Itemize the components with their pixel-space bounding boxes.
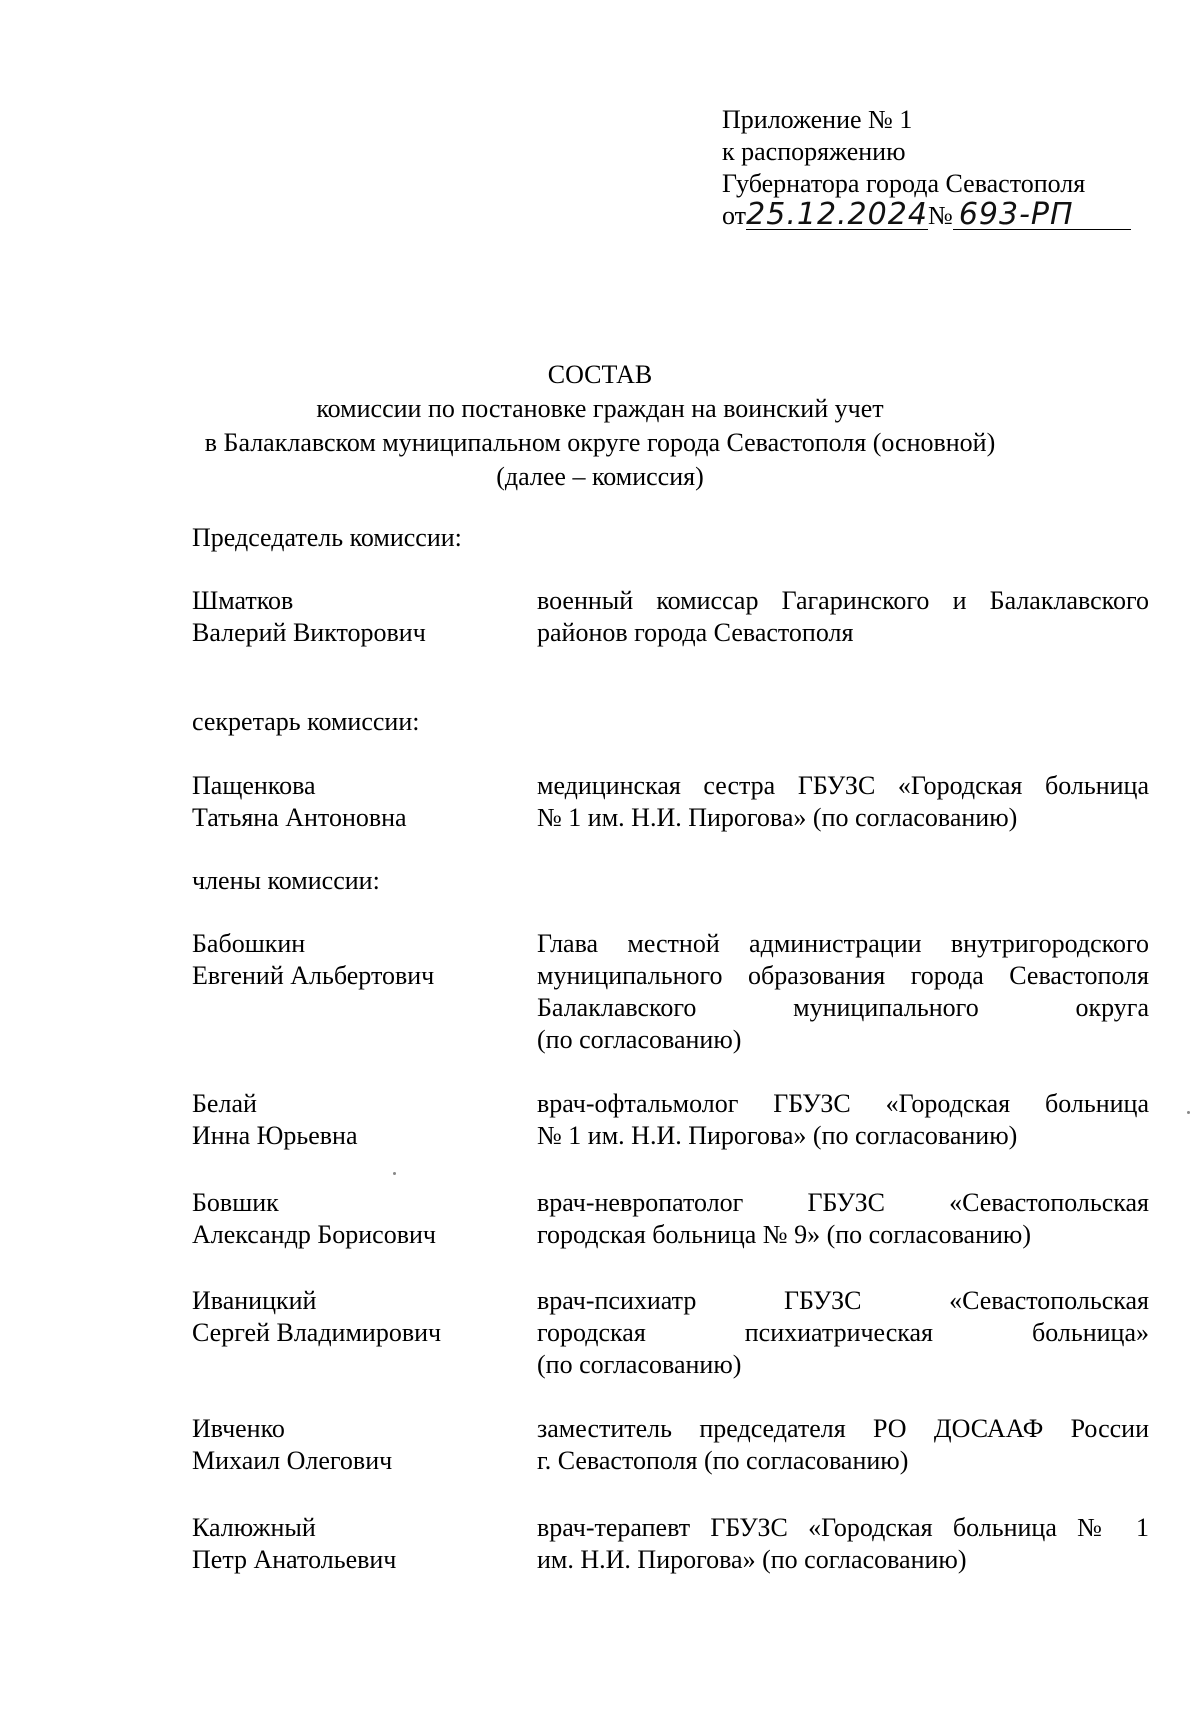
member-entry xyxy=(192,1512,1152,1576)
document-title xyxy=(0,358,1200,494)
appendix-line-1: Приложение № 1 xyxy=(722,105,913,134)
role-word: больница» xyxy=(1031,1318,1149,1347)
role-word: ГБУЗС xyxy=(783,1286,862,1315)
member-name xyxy=(192,1285,537,1381)
role-word: муниципального xyxy=(793,993,979,1022)
title-line-1: комиссии по постановке граждан на воинский учет xyxy=(316,394,884,423)
role-line: врач-офтальмолог ГБУЗС «Городская больница xyxy=(537,1089,1149,1118)
member-name xyxy=(192,585,537,649)
role-line: Глава местной администрации внутригородского xyxy=(537,929,1149,958)
member-surname: Калюжный xyxy=(192,1513,316,1542)
member-surname: Пащенкова xyxy=(192,771,316,800)
chairman-label: Председатель комиссии: xyxy=(192,523,462,552)
members-label: члены комиссии: xyxy=(192,866,380,895)
role-word: округа xyxy=(1075,993,1149,1022)
title-line-3: (далее – комиссия) xyxy=(496,462,704,491)
title-line-2: в Балаклавском муниципальном округе города Севастополя (основной) xyxy=(204,428,996,457)
role-line: им. Н.И. Пирогова» (по согласованию) xyxy=(537,1545,967,1574)
member-entry xyxy=(192,1413,1152,1477)
member-entry xyxy=(192,1088,1152,1152)
role-line: (по согласованию) xyxy=(537,1025,742,1054)
member-surname: Ивченко xyxy=(192,1414,285,1443)
role-word: психиатрическая xyxy=(744,1318,934,1347)
role-line xyxy=(537,1285,1149,1317)
member-given-names: Александр Борисович xyxy=(192,1220,436,1249)
number-prefix: № xyxy=(928,201,953,230)
member-entry xyxy=(192,1187,1152,1251)
member-role xyxy=(537,928,1149,1056)
handwritten-number: 693-РП xyxy=(953,201,1131,230)
member-role xyxy=(537,1187,1149,1251)
member-surname: Бовшик xyxy=(192,1188,279,1217)
member-given-names: Инна Юрьевна xyxy=(192,1121,358,1150)
role-line xyxy=(537,992,1149,1024)
role-line: муниципального образования города Севастополя xyxy=(537,961,1149,990)
member-role xyxy=(537,770,1149,834)
member-name xyxy=(192,770,537,834)
secretary-label: секретарь комиссии: xyxy=(192,707,420,736)
appendix-line-3: Губернатора города Севастополя xyxy=(722,169,1086,198)
member-given-names: Татьяна Антоновна xyxy=(192,803,407,832)
role-line: городская больница № 9» (по согласованию) xyxy=(537,1220,1031,1249)
member-role xyxy=(537,585,1149,649)
role-line: заместитель председателя РО ДОСААФ России xyxy=(537,1414,1149,1443)
member-name xyxy=(192,1413,537,1477)
role-line: врач-невропатолог ГБУЗС «Севастопольская xyxy=(537,1188,1149,1217)
member-name xyxy=(192,1512,537,1576)
role-line xyxy=(537,1317,1149,1349)
member-given-names: Сергей Владимирович xyxy=(192,1318,442,1347)
member-name xyxy=(192,1088,537,1152)
member-name xyxy=(192,928,537,1056)
member-role xyxy=(537,1512,1149,1576)
member-name xyxy=(192,1187,537,1251)
role-word: Балаклавского xyxy=(537,993,697,1022)
handwritten-date: 25.12.2024 xyxy=(746,197,928,232)
member-role xyxy=(537,1088,1149,1152)
member-given-names: Валерий Викторович xyxy=(192,618,426,647)
role-word: «Севастопольская xyxy=(949,1286,1149,1315)
member-entry xyxy=(192,585,1152,649)
role-line: военный комиссар Гагаринского и Балаклавского xyxy=(537,586,1149,615)
scan-speck xyxy=(393,1172,396,1175)
appendix-date-line xyxy=(722,197,1142,232)
role-line: № 1 им. Н.И. Пирогова» (по согласованию) xyxy=(537,1121,1018,1150)
scan-speck xyxy=(1187,1111,1190,1114)
member-surname: Шматков xyxy=(192,586,294,615)
member-role xyxy=(537,1413,1149,1477)
member-surname: Иваницкий xyxy=(192,1286,317,1315)
member-entry xyxy=(192,928,1152,1056)
role-word: городская xyxy=(537,1318,646,1347)
member-given-names: Михаил Олегович xyxy=(192,1446,393,1475)
appendix-line-2: к распоряжению xyxy=(722,137,906,166)
role-line: медицинская сестра ГБУЗС «Городская больница xyxy=(537,771,1149,800)
role-line: (по согласованию) xyxy=(537,1350,742,1379)
role-line: районов города Севастополя xyxy=(537,618,854,647)
title-heading: СОСТАВ xyxy=(547,360,653,389)
role-line: № 1 им. Н.И. Пирогова» (по согласованию) xyxy=(537,803,1018,832)
member-given-names: Евгений Альбертович xyxy=(192,961,435,990)
member-surname: Бабошкин xyxy=(192,929,306,958)
role-line: г. Севастополя (по согласованию) xyxy=(537,1446,909,1475)
role-word: врач-психиатр xyxy=(537,1286,697,1315)
member-role xyxy=(537,1285,1149,1381)
member-given-names: Петр Анатольевич xyxy=(192,1545,397,1574)
date-prefix: от xyxy=(722,201,747,230)
role-line: врач-терапевт ГБУЗС «Городская больница № 1 xyxy=(537,1513,1149,1542)
member-entry xyxy=(192,770,1152,834)
member-entry xyxy=(192,1285,1152,1381)
member-surname: Белай xyxy=(192,1089,257,1118)
appendix-header xyxy=(722,104,1142,232)
